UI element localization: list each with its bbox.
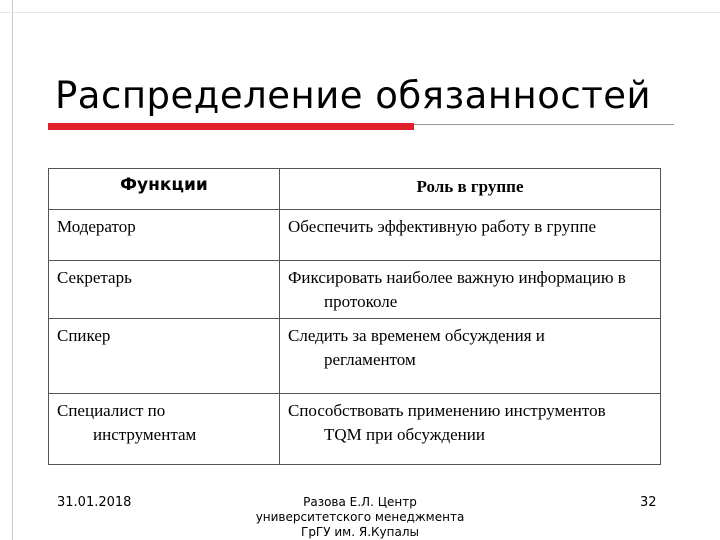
role-text-continued: регламентом	[324, 350, 416, 369]
role-cell	[280, 261, 661, 319]
footer-author-line: университетского менеджмента	[255, 510, 465, 524]
function-text: Специалист по	[57, 401, 166, 420]
function-text: Секретарь	[57, 268, 132, 287]
role-text-continued: TQM при обсуждении	[324, 425, 485, 444]
slide-frame-line	[12, 0, 13, 540]
slide-top-line	[0, 12, 720, 13]
function-cell	[49, 210, 280, 261]
role-cell	[280, 210, 661, 261]
table-row	[49, 261, 661, 319]
function-text: Спикер	[57, 326, 111, 345]
header-functions: Функции	[49, 169, 280, 210]
footer-author-line: ГрГУ им. Я.Купалы	[301, 525, 419, 539]
table-row	[49, 210, 661, 261]
role-text: Способствовать применению инструментов	[288, 401, 606, 420]
table-row	[49, 319, 661, 394]
table-header-row	[49, 169, 661, 210]
function-text-continued: инструментам	[93, 425, 197, 444]
role-text-continued: протоколе	[324, 292, 398, 311]
page-number: 32	[640, 495, 657, 510]
function-cell	[49, 394, 280, 465]
role-text: Обеспечить эффективную работу в группе	[288, 217, 597, 236]
function-text: Модератор	[57, 217, 136, 236]
footer-author-line: Разова Е.Л. Центр	[303, 495, 417, 509]
role-text: Следить за временем обсуждения и	[288, 326, 545, 345]
title-underline	[414, 124, 674, 125]
roles-table	[48, 168, 661, 465]
role-cell	[280, 319, 661, 394]
header-role: Роль в группе	[280, 169, 661, 210]
role-cell	[280, 394, 661, 465]
function-cell	[49, 319, 280, 394]
table-row	[49, 394, 661, 465]
footer-date: 31.01.2018	[57, 495, 132, 510]
footer-author	[250, 495, 470, 540]
slide-title: Распределение обязанностей	[55, 74, 652, 117]
title-accent-bar	[48, 123, 414, 130]
role-text: Фиксировать наиболее важную информацию в	[288, 268, 626, 287]
function-cell	[49, 261, 280, 319]
